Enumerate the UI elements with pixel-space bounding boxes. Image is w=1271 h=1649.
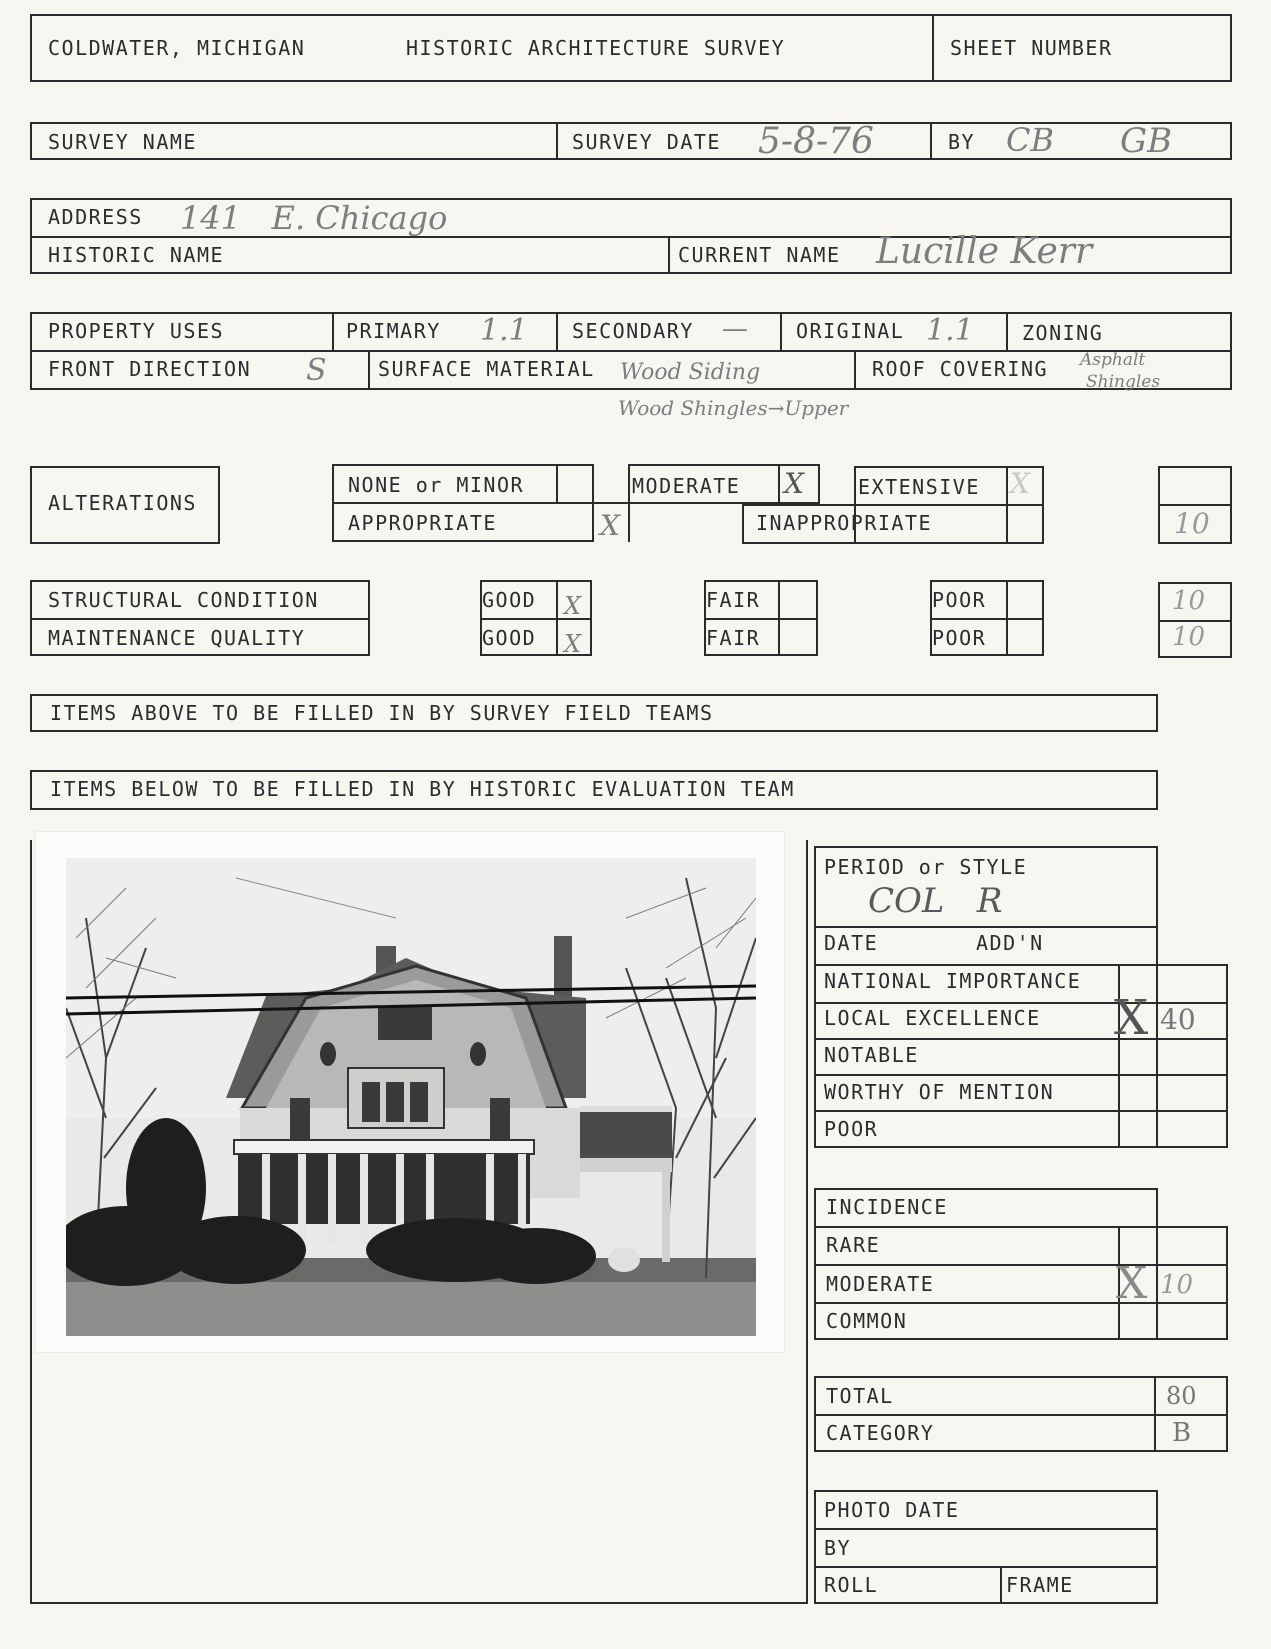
extensive-label: EXTENSIVE [858, 475, 980, 499]
moderate-label: MODERATE [632, 474, 741, 498]
rare-label: RARE [826, 1233, 881, 1257]
inappropriate-label: INAPPROPRIATE [756, 511, 933, 535]
maintenance-poor-label: POOR [932, 626, 987, 650]
survey-date-label: SURVEY DATE [572, 130, 721, 154]
period-style-value: COL R [868, 881, 1003, 921]
survey-name-label: SURVEY NAME [48, 130, 197, 154]
incidence-moderate-mark: X [1116, 1258, 1148, 1309]
maintenance-good-label: GOOD [482, 626, 537, 650]
common-label: COMMON [826, 1309, 908, 1333]
structural-condition-label: STRUCTURAL CONDITION [48, 588, 319, 612]
appropriate-mark: X [600, 509, 620, 542]
local-excellence-mark: X [1114, 990, 1149, 1046]
current-name-value: Lucille Kerr [876, 231, 1093, 272]
none-minor-label: NONE or MINOR [348, 473, 525, 497]
alterations-score: 10 [1174, 507, 1210, 540]
local-excellence-label: LOCAL EXCELLENCE [824, 1006, 1041, 1030]
surface-material-value-2: Wood Shingles→Upper [618, 396, 849, 420]
property-uses-label: PROPERTY USES [48, 319, 225, 343]
front-direction-value: S [306, 353, 327, 388]
address-value: 141 E. Chicago [180, 199, 448, 237]
frame-label: FRAME [1006, 1573, 1074, 1597]
secondary-label: SECONDARY [572, 319, 694, 343]
roof-covering-value-1: Asphalt [1080, 350, 1146, 370]
items-above-note: ITEMS ABOVE TO BE FILLED IN BY SURVEY FIELD TEAMS [50, 701, 714, 725]
incidence-label: INCIDENCE [826, 1195, 948, 1219]
local-excellence-score: 40 [1160, 1003, 1196, 1036]
period-style-label: PERIOD or STYLE [824, 855, 1028, 879]
survey-by-value-2: GB [1120, 121, 1173, 161]
zoning-label: ZONING [1022, 321, 1104, 345]
extensive-mark: X [1010, 467, 1030, 500]
structural-poor-label: POOR [932, 588, 987, 612]
photo-date-label: PHOTO DATE [824, 1498, 960, 1522]
photo-by-label: BY [824, 1536, 852, 1560]
survey-by-label: BY [948, 130, 976, 154]
incidence-moderate-label: MODERATE [826, 1272, 935, 1296]
address-label: ADDRESS [48, 205, 143, 229]
total-value: 80 [1166, 1382, 1197, 1410]
roof-covering-label: ROOF COVERING [872, 357, 1049, 381]
category-value: B [1172, 1418, 1192, 1448]
survey-date-value: 5-8-76 [758, 121, 874, 162]
notable-label: NOTABLE [824, 1043, 919, 1067]
addn-label: ADD'N [976, 931, 1044, 955]
roll-label: ROLL [824, 1573, 879, 1597]
form-title: HISTORIC ARCHITECTURE SURVEY [406, 36, 786, 60]
total-label: TOTAL [826, 1384, 894, 1408]
surface-material-label: SURFACE MATERIAL [378, 357, 595, 381]
structural-fair-label: FAIR [706, 588, 761, 612]
category-label: CATEGORY [826, 1421, 935, 1445]
primary-value: 1.1 [480, 313, 528, 348]
maintenance-good-mark: X [564, 630, 582, 658]
front-direction-label: FRONT DIRECTION [48, 357, 252, 381]
date-label: DATE [824, 931, 879, 955]
surface-material-value-1: Wood Siding [620, 360, 761, 385]
original-value: 1.1 [926, 313, 974, 348]
alterations-label: ALTERATIONS [48, 491, 197, 515]
structural-good-mark: X [564, 592, 582, 620]
evaluation-poor-label: POOR [824, 1117, 879, 1141]
appropriate-label: APPROPRIATE [348, 511, 497, 535]
current-name-label: CURRENT NAME [678, 243, 841, 267]
historic-name-label: HISTORIC NAME [48, 243, 225, 267]
city-label: COLDWATER, MICHIGAN [48, 36, 306, 60]
secondary-value: — [722, 314, 748, 344]
roof-covering-value-2: Shingles [1086, 372, 1161, 392]
maintenance-score: 10 [1172, 622, 1206, 652]
worthy-of-mention-label: WORTHY OF MENTION [824, 1080, 1055, 1104]
original-label: ORIGINAL [796, 319, 905, 343]
moderate-mark: X [784, 467, 804, 500]
maintenance-fair-label: FAIR [706, 626, 761, 650]
primary-label: PRIMARY [346, 319, 441, 343]
sheet-number-label: SHEET NUMBER [950, 36, 1113, 60]
house-photo-image [66, 858, 756, 1336]
structural-good-label: GOOD [482, 588, 537, 612]
national-importance-label: NATIONAL IMPORTANCE [824, 969, 1082, 993]
items-below-note: ITEMS BELOW TO BE FILLED IN BY HISTORIC EVALUATION TEAM [50, 777, 795, 801]
house-photo [36, 832, 784, 1352]
maintenance-quality-label: MAINTENANCE QUALITY [48, 626, 306, 650]
structural-score: 10 [1172, 586, 1206, 616]
survey-by-value-1: CB [1006, 121, 1054, 159]
incidence-moderate-score: 10 [1160, 1270, 1194, 1300]
